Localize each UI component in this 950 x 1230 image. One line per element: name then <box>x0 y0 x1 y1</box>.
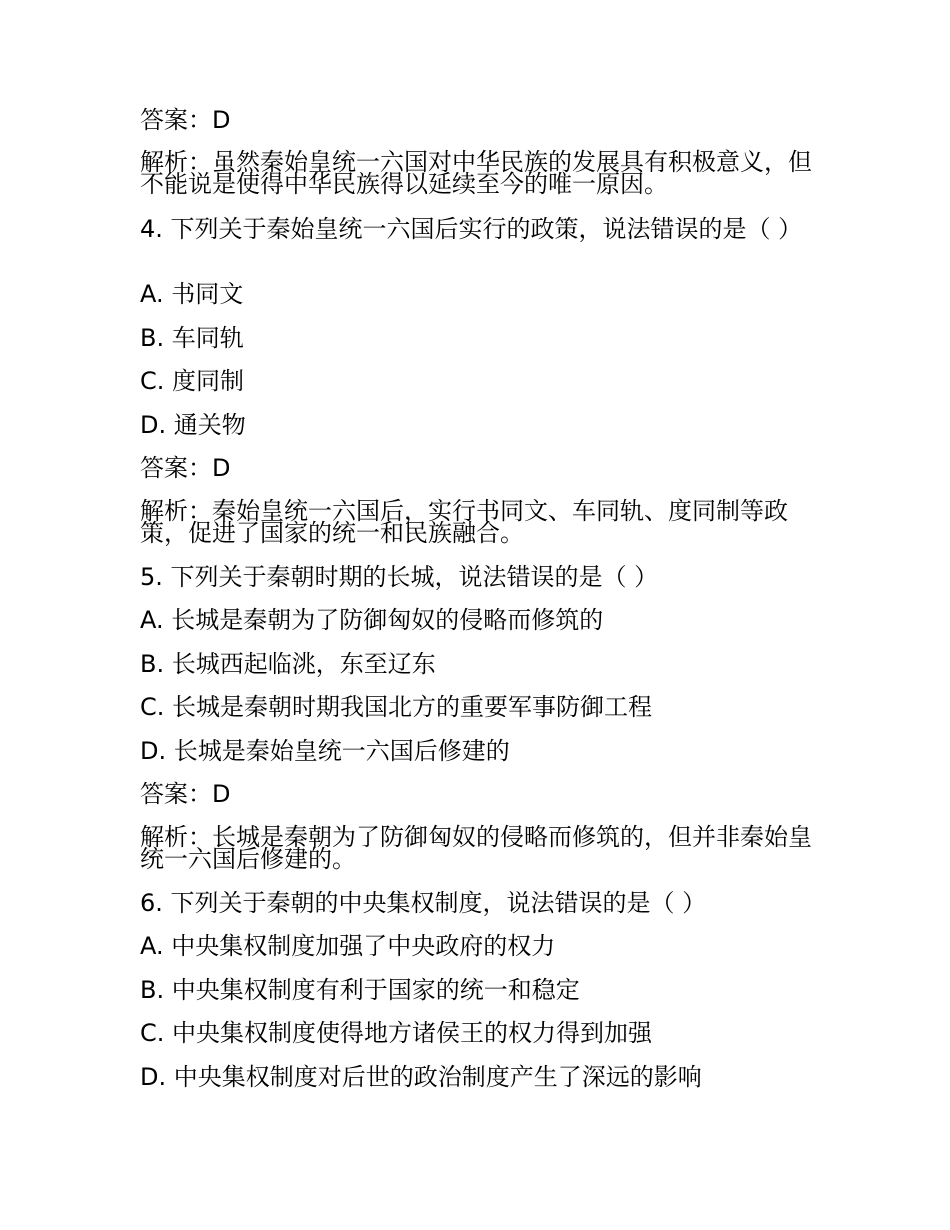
q4-option-c: C. 度同制 <box>140 367 245 395</box>
q5-option-c: C. 长城是秦朝时期我国北方的重要军事防御工程 <box>140 693 653 721</box>
q5-answer: 答案：D <box>140 780 231 808</box>
q5-explanation: 解析：长城是秦朝为了防御匈奴的侵略而修筑的，但并非秦始皇统一六国后修建的。 <box>140 823 812 873</box>
q4-option-d: D. 通关物 <box>140 411 246 439</box>
q4-answer: 答案：D <box>140 454 231 482</box>
q5-question: 5. 下列关于秦朝时期的长城，说法错误的是（ ） <box>140 563 659 591</box>
q5-option-a: A. 长城是秦朝为了防御匈奴的侵略而修筑的 <box>140 606 604 634</box>
q6-option-a: A. 中央集权制度加强了中央政府的权力 <box>140 932 556 960</box>
q3-explanation: 解析：虽然秦始皇统一六国对中华民族的发展具有积极意义，但不能说是使得中华民族得以延续至今的唯一原因。 <box>140 148 812 198</box>
q5-option-b: B. 长城西起临洮，东至辽东 <box>140 650 436 678</box>
q6-option-d: D. 中央集权制度对后世的政治制度产生了深远的影响 <box>140 1063 702 1091</box>
q4-option-b: B. 车同轨 <box>140 324 244 352</box>
q3-answer: 答案：D <box>140 106 231 134</box>
q4-explanation: 解析：秦始皇统一六国后，实行书同文、车同轨、度同制等政策，促进了国家的统一和民族融合。 <box>140 497 788 547</box>
q4-question: 4. 下列关于秦始皇统一六国后实行的政策，说法错误的是（ ） <box>140 215 803 243</box>
q6-option-c: C. 中央集权制度使得地方诸侯王的权力得到加强 <box>140 1019 653 1047</box>
q6-question: 6. 下列关于秦朝的中央集权制度，说法错误的是（ ） <box>140 889 707 917</box>
q5-option-d: D. 长城是秦始皇统一六国后修建的 <box>140 737 510 765</box>
q6-option-b: B. 中央集权制度有利于国家的统一和稳定 <box>140 976 580 1004</box>
q4-option-a: A. 书同文 <box>140 280 244 308</box>
